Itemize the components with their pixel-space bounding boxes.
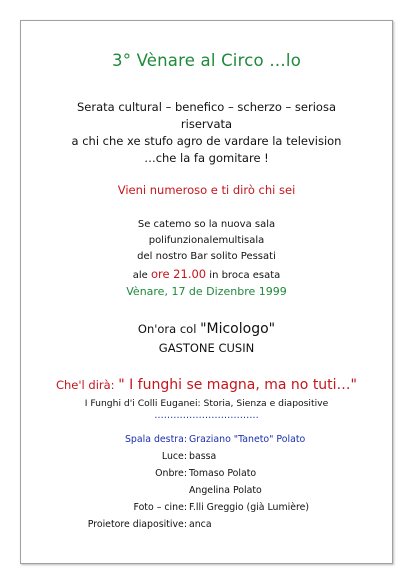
page-title: 3° Vènare al Circo …lo [112,51,301,70]
time-line [21,267,392,281]
credit-label: Luce: [161,451,187,462]
event-date: Vènare, 17 de Dizenbre 1999 [126,285,287,298]
credit-value: anca [189,519,212,530]
credit-value: Tomaso Polato [189,468,257,479]
guest-name: GASTONE CUSIN [158,341,255,355]
credit-label: Proietore diapositive: [87,519,187,530]
credit-label: Spala destra: [124,434,187,445]
location-line-3: del nostro Bar solito Pessati [137,251,276,262]
quote-prefix: Che'l dirà: [55,378,119,392]
talk-subtitle: I Funghi d'i Colli Euganei: Storia, Sienza e diapositive [84,398,329,409]
guest-line [21,321,392,337]
location-line-2: polifunzionalemultisala [148,235,265,246]
credit-value: bassa [189,451,217,462]
credit-value: Angelina Polato [189,485,262,496]
quote-text: " I funghi se magna, ma no tuti…" [118,377,357,393]
location-line-1: Se catemo so la nuova sala [137,219,276,230]
intro-line-3: a chi che xe stufo agro de vardare la television [71,134,342,148]
credit-value: F.lli Greggio (già Lumière) [189,502,310,513]
intro-line-4: …che la fa gomitare ! [144,151,269,165]
intro-line-2: riservata [180,117,233,131]
separator: …………………………… [154,410,259,421]
guest-prefix: On'ora col [137,322,201,336]
time-suffix: in broca esata [206,270,281,281]
time-prefix: ale [132,270,151,281]
invite-line: Vieni numeroso e ti dirò chi sei [117,183,296,197]
guest-role: "Micologo" [200,321,276,337]
event-time: ore 21.00 [150,267,207,281]
intro-line-1: Serata cultural – benefico – scherzo – seriosa [76,100,336,114]
credit-label: Onbre: [155,468,187,479]
credit-value: Graziano "Taneto" Polato [189,434,306,445]
invitation-page [20,20,393,564]
quote-line [21,377,392,393]
credit-label: Foto – cine: [133,502,187,513]
